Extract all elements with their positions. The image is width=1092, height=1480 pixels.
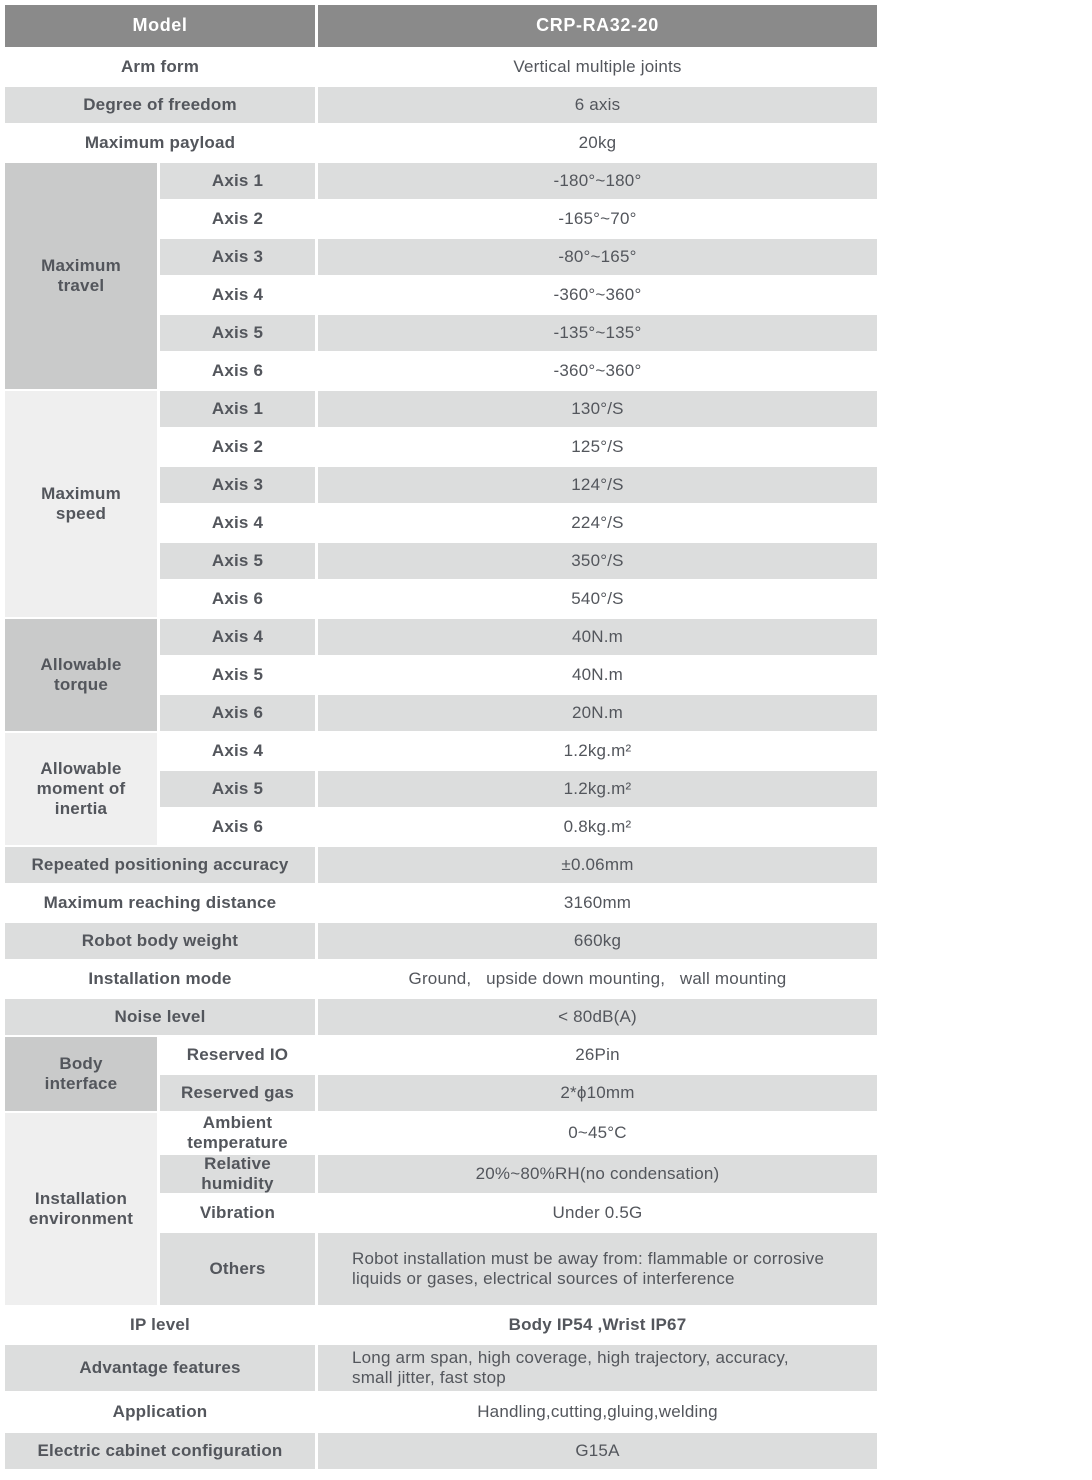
- row-value: Body IP54 ,Wrist IP67: [318, 1307, 877, 1343]
- interface-value: 26Pin: [318, 1037, 877, 1073]
- axis-row: [160, 353, 877, 389]
- row-maximum-payload: [5, 125, 877, 161]
- section-maximum-speed: [5, 391, 877, 617]
- row-value: ±0.06mm: [318, 847, 877, 883]
- axis-label: Axis 1: [160, 163, 315, 199]
- environment-label: Others: [160, 1233, 315, 1305]
- interface-value: 2*ϕ10mm: [318, 1075, 877, 1111]
- axis-label: Axis 4: [160, 733, 315, 769]
- axis-value: -360°~360°: [318, 277, 877, 313]
- section-label: Maximum speed: [5, 391, 157, 617]
- axis-label: Axis 3: [160, 467, 315, 503]
- interface-row: [160, 1075, 877, 1111]
- section-label: Allowable torque: [5, 619, 157, 731]
- axis-label: Axis 4: [160, 619, 315, 655]
- axis-row: [160, 581, 877, 617]
- axis-value: 124°/S: [318, 467, 877, 503]
- axis-row: [160, 657, 877, 693]
- interface-label: Reserved IO: [160, 1037, 315, 1073]
- row-label: Installation mode: [5, 961, 315, 997]
- axis-label: Axis 5: [160, 771, 315, 807]
- row-advantage-features: [5, 1345, 877, 1391]
- axis-label: Axis 3: [160, 239, 315, 275]
- section-allowable-torque: [5, 619, 877, 731]
- axis-label: Axis 6: [160, 581, 315, 617]
- axis-row: [160, 809, 877, 845]
- section-maximum-travel: [5, 163, 877, 389]
- axis-row: [160, 429, 877, 465]
- axis-value: 540°/S: [318, 581, 877, 617]
- axis-row: [160, 505, 877, 541]
- environment-row: [160, 1195, 877, 1231]
- axis-value: -360°~360°: [318, 353, 877, 389]
- row-value: Handling,cutting,gluing,welding: [318, 1393, 877, 1431]
- axis-row: [160, 201, 877, 237]
- axis-value: 0.8kg.m²: [318, 809, 877, 845]
- row-label: Robot body weight: [5, 923, 315, 959]
- environment-label: Vibration: [160, 1195, 315, 1231]
- row-label: IP level: [5, 1307, 315, 1343]
- section-installation-environment: [5, 1113, 877, 1305]
- axis-row: [160, 391, 877, 427]
- row-value: < 80dB(A): [318, 999, 877, 1035]
- row-maximum-reaching-distance: [5, 885, 877, 921]
- row-value: 20kg: [318, 125, 877, 161]
- section-label: Maximum travel: [5, 163, 157, 389]
- row-value: Ground, upside down mounting, wall mounting: [318, 961, 877, 997]
- row-ip-level: [5, 1307, 877, 1343]
- row-arm-form: [5, 49, 877, 85]
- axis-row: [160, 163, 877, 199]
- row-label: Electric cabinet configuration: [5, 1433, 315, 1469]
- row-value: Vertical multiple joints: [318, 49, 877, 85]
- row-value: 660kg: [318, 923, 877, 959]
- axis-label: Axis 6: [160, 809, 315, 845]
- axis-row: [160, 695, 877, 731]
- axis-label: Axis 5: [160, 315, 315, 351]
- axis-label: Axis 4: [160, 277, 315, 313]
- row-label: Maximum payload: [5, 125, 315, 161]
- axis-row: [160, 543, 877, 579]
- axis-row: [160, 239, 877, 275]
- axis-value: 40N.m: [318, 619, 877, 655]
- axis-value: 40N.m: [318, 657, 877, 693]
- row-label: Maximum reaching distance: [5, 885, 315, 921]
- axis-label: Axis 5: [160, 657, 315, 693]
- axis-value: 130°/S: [318, 391, 877, 427]
- spec-table: [5, 5, 877, 1469]
- row-installation-mode: [5, 961, 877, 997]
- axis-label: Axis 4: [160, 505, 315, 541]
- axis-label: Axis 6: [160, 695, 315, 731]
- row-application: [5, 1393, 877, 1431]
- axis-value: 1.2kg.m²: [318, 771, 877, 807]
- section-body-interface: [5, 1037, 877, 1111]
- interface-label: Reserved gas: [160, 1075, 315, 1111]
- environment-value: 0~45°C: [318, 1113, 877, 1153]
- axis-label: Axis 6: [160, 353, 315, 389]
- row-value: 6 axis: [318, 87, 877, 123]
- row-degree-of-freedom: [5, 87, 877, 123]
- model-header-label: Model: [5, 5, 315, 47]
- row-robot-body-weight: [5, 923, 877, 959]
- axis-value: 1.2kg.m²: [318, 733, 877, 769]
- row-electric-cabinet-configuration: [5, 1433, 877, 1469]
- row-repeated-positioning-accuracy: [5, 847, 877, 883]
- axis-value: -135°~135°: [318, 315, 877, 351]
- row-value: G15A: [318, 1433, 877, 1469]
- axis-value: -165°~70°: [318, 201, 877, 237]
- environment-value: 20%~80%RH(no condensation): [318, 1155, 877, 1193]
- header-row: [5, 5, 877, 47]
- environment-row: [160, 1113, 877, 1153]
- axis-row: [160, 467, 877, 503]
- axis-row: [160, 315, 877, 351]
- environment-value: Robot installation must be away from: flammable or corrosive liquids or gases, electrical sources of interference: [318, 1233, 877, 1305]
- axis-value: 224°/S: [318, 505, 877, 541]
- row-noise-level: [5, 999, 877, 1035]
- row-label: Arm form: [5, 49, 315, 85]
- environment-row-others: [160, 1233, 877, 1305]
- axis-value: -180°~180°: [318, 163, 877, 199]
- axis-row: [160, 277, 877, 313]
- row-label: Advantage features: [5, 1345, 315, 1391]
- row-label: Repeated positioning accuracy: [5, 847, 315, 883]
- section-label: Body interface: [5, 1037, 157, 1111]
- interface-row: [160, 1037, 877, 1073]
- environment-value: Under 0.5G: [318, 1195, 877, 1231]
- axis-row: [160, 771, 877, 807]
- axis-row: [160, 619, 877, 655]
- axis-value: -80°~165°: [318, 239, 877, 275]
- axis-label: Axis 2: [160, 429, 315, 465]
- section-allowable-moment-of-inertia: [5, 733, 877, 845]
- section-label: Allowable moment of inertia: [5, 733, 157, 845]
- row-label: Noise level: [5, 999, 315, 1035]
- environment-label: Ambient temperature: [160, 1113, 315, 1153]
- model-header-value: CRP-RA32-20: [318, 5, 877, 47]
- axis-row: [160, 733, 877, 769]
- section-label: Installation environment: [5, 1113, 157, 1305]
- environment-row: [160, 1155, 877, 1193]
- axis-value: 20N.m: [318, 695, 877, 731]
- axis-value: 125°/S: [318, 429, 877, 465]
- axis-label: Axis 2: [160, 201, 315, 237]
- row-value: 3160mm: [318, 885, 877, 921]
- row-label: Degree of freedom: [5, 87, 315, 123]
- axis-value: 350°/S: [318, 543, 877, 579]
- row-label: Application: [5, 1393, 315, 1431]
- axis-label: Axis 1: [160, 391, 315, 427]
- row-value: Long arm span, high coverage, high trajectory, accuracy, small jitter, fast stop: [318, 1345, 877, 1391]
- axis-label: Axis 5: [160, 543, 315, 579]
- environment-label: Relative humidity: [160, 1155, 315, 1193]
